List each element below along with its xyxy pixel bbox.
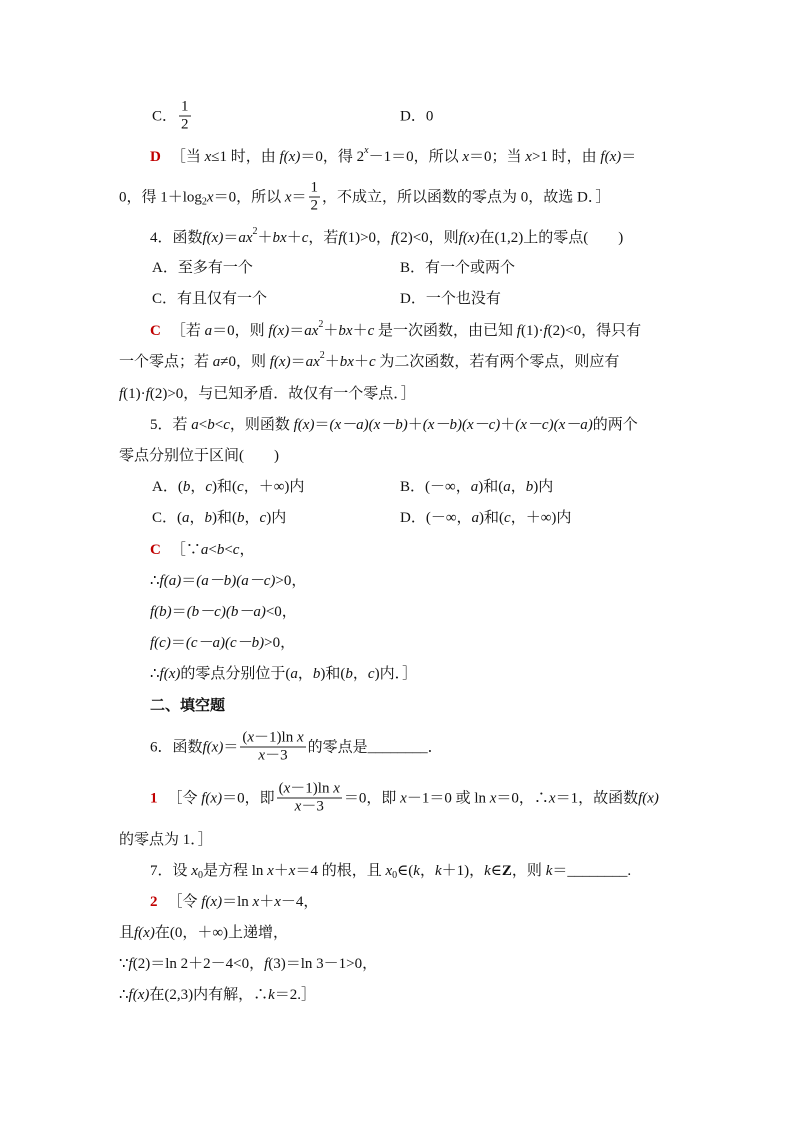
math-variable: f	[391, 230, 396, 246]
text-run: D．(－∞，	[400, 510, 472, 526]
math-variable: a	[200, 542, 209, 558]
math-variable: k	[268, 987, 275, 1003]
option-choice	[152, 477, 400, 497]
text-run: ＝4 的根，且	[295, 863, 386, 879]
text-run: )内	[266, 510, 287, 526]
text-run: <	[224, 542, 233, 558]
math-variable: x	[252, 894, 260, 910]
text-run: 1	[181, 98, 189, 115]
math-variable: f	[338, 230, 343, 246]
paragraph-line	[150, 228, 623, 248]
math-variable: c	[205, 479, 213, 495]
math-variable: f(x)	[279, 149, 301, 165]
text-run: B．有一个或两个	[400, 260, 516, 276]
math-variable: a	[191, 417, 199, 433]
text-run: 在(1,2)上的零点( )	[479, 230, 624, 246]
text-run: 一个零点；若	[119, 354, 213, 370]
paragraph-line	[150, 664, 417, 684]
math-variable: b	[237, 510, 245, 526]
math-variable: b	[204, 510, 213, 526]
text-run: －3	[265, 747, 288, 764]
text-run: ＝0，则	[212, 323, 269, 339]
continuation-line	[119, 181, 610, 214]
option-choice	[400, 106, 433, 126]
text-run: )和(	[212, 510, 238, 526]
superscript-variable: x	[364, 145, 369, 156]
text-run: ［∵	[170, 542, 201, 558]
text-run: ，	[239, 542, 255, 558]
fraction	[277, 782, 342, 815]
text-run: 且	[119, 925, 135, 941]
math-variable: f(x)	[128, 987, 150, 1003]
math-variable: x	[284, 189, 292, 205]
text-run: 5．若	[150, 417, 192, 433]
text-run: ＝	[621, 149, 637, 165]
text-run: ＝	[170, 635, 186, 651]
math-variable: x	[462, 149, 469, 165]
text-run: (2)>0，与已知矛盾．故仅有一个零点．］	[149, 386, 416, 402]
text-run: ＋	[259, 894, 275, 910]
math-variable: f(a)	[159, 573, 182, 589]
text-run: <	[214, 417, 224, 433]
text-run: ＝0，即	[222, 790, 275, 806]
text-run: ，若	[308, 230, 339, 246]
text-run: ＝0，即	[343, 790, 401, 806]
math-variable: f(x)	[159, 666, 181, 682]
text-run: ＋	[273, 863, 289, 879]
math-variable: f(x)	[201, 894, 223, 910]
math-variable: x	[288, 863, 296, 879]
text-run: (2)<0，则	[395, 230, 459, 246]
bold-text: 二、填空题	[150, 698, 226, 714]
continuation-line	[119, 352, 619, 372]
text-run: ＝________.	[552, 863, 632, 879]
text-run: ＋	[286, 230, 302, 246]
continuation-line	[119, 384, 416, 404]
answer-letter: 1	[150, 790, 158, 806]
text-run: ＋	[353, 354, 369, 370]
answer-explanation-line	[150, 147, 636, 167]
text-run: <0，	[265, 604, 297, 620]
options-row	[152, 289, 501, 309]
math-variable: x	[206, 189, 214, 205]
math-variable: a	[503, 479, 511, 495]
math-variable: bx	[272, 230, 287, 246]
math-variable: x	[400, 790, 407, 806]
text-run: (1)·	[520, 323, 544, 339]
text-run: 在(0，＋∞)上递增，	[154, 925, 289, 941]
text-run: ≠0，则	[220, 354, 270, 370]
math-variable: ax	[305, 354, 320, 370]
math-variable: x	[489, 790, 497, 806]
math-variable: x	[267, 863, 274, 879]
subscript: 0	[392, 870, 398, 881]
text-run: A．(	[152, 479, 183, 495]
text-run: ［令	[167, 894, 202, 910]
math-variable: f(x)	[293, 417, 315, 433]
math-variable: b	[207, 417, 215, 433]
fraction-numerator	[179, 100, 191, 117]
text-run: 的零点为 1．］	[119, 832, 213, 848]
option-choice	[152, 258, 400, 278]
fraction-denominator	[309, 198, 321, 214]
math-variable: x	[333, 780, 340, 797]
math-variable: c	[223, 417, 230, 433]
fraction	[179, 100, 191, 133]
text-run: <	[198, 417, 208, 433]
paragraph-line	[150, 602, 297, 622]
math-variable: x	[274, 894, 281, 910]
text-run: ＝	[290, 354, 306, 370]
text-run: ＋	[257, 230, 273, 246]
math-variable: x	[247, 729, 255, 746]
math-variable: x	[283, 780, 291, 797]
text-run: －1＝0 或 ln	[406, 790, 490, 806]
math-variable: k	[434, 863, 442, 879]
text-run: 6．函数	[150, 739, 203, 755]
text-run: D．0	[400, 108, 434, 124]
text-run: ，则函数	[229, 417, 294, 433]
math-variable: (b－c)(b－a)	[186, 604, 266, 620]
subscript: 2	[201, 196, 207, 207]
superscript: 2	[318, 319, 324, 330]
continuation-line	[119, 954, 377, 974]
text-run: ＝0；当	[469, 149, 526, 165]
text-run: 为二次函数，若有两个零点，则应有	[375, 354, 620, 370]
math-variable: a	[182, 510, 190, 526]
math-variable: (c－a)(c－b)	[185, 635, 265, 651]
math-variable: f(x)	[269, 354, 291, 370]
math-variable: ax	[304, 323, 319, 339]
text-run: >0，	[275, 573, 307, 589]
math-variable: f(c)	[150, 635, 171, 651]
text-run: 零点分别位于区间( )	[119, 448, 279, 464]
text-run: ，＋∞)内	[243, 479, 305, 495]
math-variable: f	[543, 323, 548, 339]
continuation-line	[119, 830, 213, 850]
text-run: >0，	[264, 635, 296, 651]
section-heading	[150, 696, 225, 716]
option-choice	[400, 289, 501, 309]
text-run: ∵	[119, 956, 129, 972]
text-run: ＝	[314, 417, 330, 433]
math-variable: (x－a)(x－b)	[329, 417, 408, 433]
text-run: ∴	[119, 987, 129, 1003]
text-run: ＝	[223, 739, 239, 755]
text-run: ，则	[511, 863, 546, 879]
text-run: A．至多有一个	[152, 260, 253, 276]
fraction-numerator	[309, 181, 321, 198]
text-run: ＋	[323, 323, 339, 339]
options-row	[152, 508, 571, 528]
text-run: ＋	[324, 354, 340, 370]
math-variable: a	[470, 479, 479, 495]
answer-letter: C	[150, 542, 161, 558]
math-variable: x	[296, 729, 304, 746]
math-variable: x	[385, 863, 393, 879]
math-variable: c	[237, 479, 244, 495]
math-variable: k	[484, 863, 491, 879]
options-row	[152, 258, 515, 278]
paragraph-line	[150, 571, 306, 591]
text-run: ∈	[490, 863, 502, 879]
text-run: )和(	[478, 479, 504, 495]
math-variable: b	[345, 666, 353, 682]
math-variable: f	[128, 956, 133, 972]
math-variable: f	[119, 386, 124, 402]
math-variable: f(x)	[134, 925, 155, 941]
continuation-line	[119, 446, 279, 466]
text-run: )和(	[320, 666, 346, 682]
answer-letter: 2	[150, 894, 158, 910]
answer-letter: D	[150, 149, 161, 165]
text-run: ＝2.］	[274, 987, 317, 1003]
text-run: (1)>0，	[342, 230, 392, 246]
text-run: (1)·	[123, 386, 146, 402]
math-variable: b	[312, 666, 321, 682]
math-variable: f(x)	[202, 230, 224, 246]
text-run: (3)＝ln 3－1>0，	[268, 956, 378, 972]
text-run: ，	[510, 479, 526, 495]
text-run: ∴	[150, 666, 160, 682]
option-choice	[400, 477, 553, 497]
math-variable: x	[525, 149, 532, 165]
text-run: ∈(	[397, 863, 414, 879]
math-variable: b	[216, 542, 225, 558]
text-run: －1)ln	[290, 780, 334, 797]
text-run: 2	[310, 197, 319, 214]
text-run: －1＝0，所以	[368, 149, 463, 165]
math-variable: (x－c)(x－a)	[515, 417, 593, 433]
text-run: ＝1，故函数	[555, 790, 639, 806]
fraction-numerator	[240, 731, 305, 748]
text-run: (2)＝ln 2＋2－4<0，	[132, 956, 265, 972]
math-variable: f(x)	[600, 149, 622, 165]
text-run: ＋	[407, 417, 423, 433]
text-run: ∴	[150, 573, 160, 589]
text-run: ＋	[500, 417, 516, 433]
answer-explanation-line	[150, 540, 254, 560]
text-run: ，	[190, 479, 206, 495]
math-variable: f(x)	[268, 323, 290, 339]
text-run: ＝	[289, 323, 305, 339]
math-variable: x	[204, 149, 212, 165]
math-variable: c	[232, 542, 240, 558]
paragraph-line	[150, 861, 631, 881]
paragraph-line	[150, 415, 638, 435]
math-variable: c	[259, 510, 267, 526]
text-run: 7．设	[150, 863, 192, 879]
text-run: )内	[533, 479, 554, 495]
text-run: )和(	[479, 510, 505, 526]
text-run: ＝	[223, 230, 239, 246]
answer-letter: C	[150, 323, 161, 339]
fraction-numerator	[277, 782, 342, 799]
continuation-line	[119, 923, 288, 943]
text-run: 4．函数	[150, 230, 203, 246]
math-variable: c	[301, 230, 309, 246]
fraction-denominator	[179, 117, 191, 133]
text-run: C．(	[152, 510, 183, 526]
text-run: 1	[310, 179, 319, 196]
math-variable: f(x)	[202, 739, 224, 755]
text-run: 2	[181, 116, 189, 133]
math-variable: f(x)	[638, 790, 659, 806]
text-run: )和(	[212, 479, 238, 495]
fraction	[309, 181, 321, 214]
text-run: 是方程 ln	[202, 863, 268, 879]
math-variable: c	[368, 354, 376, 370]
text-run: ＝	[171, 604, 187, 620]
options-row	[152, 100, 433, 133]
text-run: ＝	[291, 189, 307, 205]
math-variable: f(b)	[150, 604, 172, 620]
text-run: －4，	[280, 894, 319, 910]
math-variable: (a－b)(a－c)	[196, 573, 276, 589]
math-variable: x	[191, 863, 198, 879]
option-choice	[152, 100, 400, 133]
answer-explanation-line	[150, 782, 659, 815]
math-variable: a	[204, 323, 213, 339]
text-run: ，	[244, 510, 260, 526]
math-variable: k	[413, 863, 420, 879]
text-run: ［令	[167, 790, 202, 806]
paragraph-line	[150, 731, 443, 764]
math-variable: b	[525, 479, 534, 495]
math-variable: x	[258, 747, 266, 764]
fraction	[240, 731, 305, 764]
option-choice	[400, 508, 571, 528]
continuation-line	[119, 985, 316, 1005]
text-run: －3	[301, 798, 324, 815]
math-variable: f	[264, 956, 269, 972]
text-run: ＋	[352, 323, 368, 339]
math-variable: c	[504, 510, 511, 526]
text-run: ＋1)，	[441, 863, 485, 879]
text-run: ＝0，所以	[213, 189, 285, 205]
text-run: ，	[352, 666, 368, 682]
math-variable: f	[516, 323, 521, 339]
text-run: ＝	[181, 573, 197, 589]
superscript: 2	[319, 350, 325, 361]
text-run: ＝0，得 2	[300, 149, 365, 165]
math-variable: f	[145, 386, 150, 402]
text-run: (	[242, 729, 248, 746]
math-variable: bx	[338, 323, 353, 339]
fraction-denominator	[293, 799, 326, 815]
text-run: 在(2,3)内有解，∴	[149, 987, 269, 1003]
text-run: >1 时，由	[531, 149, 601, 165]
math-variable: f(x)	[458, 230, 480, 246]
math-variable: a	[471, 510, 480, 526]
text-run: 是一次函数，由已知	[374, 323, 517, 339]
text-run: (2)<0，得只有	[547, 323, 642, 339]
text-run: ，不成立，所以函数的零点为 0，故选 D．］	[322, 189, 611, 205]
math-variable: b	[182, 479, 191, 495]
text-run: )内．］	[374, 666, 418, 682]
superscript: 2	[252, 226, 258, 237]
text-run: ［若	[170, 323, 205, 339]
answer-explanation-line	[150, 321, 641, 341]
text-run: ，	[419, 863, 435, 879]
option-choice	[152, 508, 400, 528]
math-variable: c	[367, 666, 375, 682]
text-run: ＝0，∴	[496, 790, 549, 806]
text-run: 0，得 1＋log	[119, 189, 202, 205]
math-variable: ax	[238, 230, 253, 246]
fraction-denominator	[256, 748, 289, 764]
paragraph-line	[150, 633, 295, 653]
option-choice	[152, 289, 400, 309]
text-run: ，	[189, 510, 205, 526]
text-run: B．(－∞，	[400, 479, 471, 495]
bold-text: Z	[501, 863, 512, 879]
math-variable: (x－b)(x－c)	[422, 417, 501, 433]
text-run: ≤1 时，由	[211, 149, 280, 165]
math-variable: a	[290, 666, 298, 682]
subscript: 0	[197, 870, 203, 881]
math-variable: x	[548, 790, 556, 806]
text-run: ，	[297, 666, 313, 682]
math-variable: bx	[339, 354, 354, 370]
math-variable: c	[367, 323, 375, 339]
math-variable: a	[212, 354, 221, 370]
answer-explanation-line	[150, 892, 318, 912]
text-run: 的零点分别位于(	[180, 666, 291, 682]
text-run: <	[208, 542, 217, 558]
text-run: ，＋∞)内	[510, 510, 572, 526]
text-run: (	[278, 780, 284, 797]
text-run: 的零点是________．	[307, 739, 443, 755]
text-run: C．有且仅有一个	[152, 291, 268, 307]
options-row	[152, 477, 553, 497]
text-run: －1)ln	[254, 729, 297, 746]
text-run: 的两个	[592, 417, 638, 433]
math-variable: f(x)	[201, 790, 223, 806]
math-variable: k	[545, 863, 553, 879]
math-variable: x	[294, 798, 302, 815]
text-run: C．	[152, 108, 178, 124]
text-run: ＝ln	[222, 894, 253, 910]
option-choice	[400, 258, 515, 278]
text-run: D．一个也没有	[400, 291, 501, 307]
text-run: ［当	[170, 149, 205, 165]
